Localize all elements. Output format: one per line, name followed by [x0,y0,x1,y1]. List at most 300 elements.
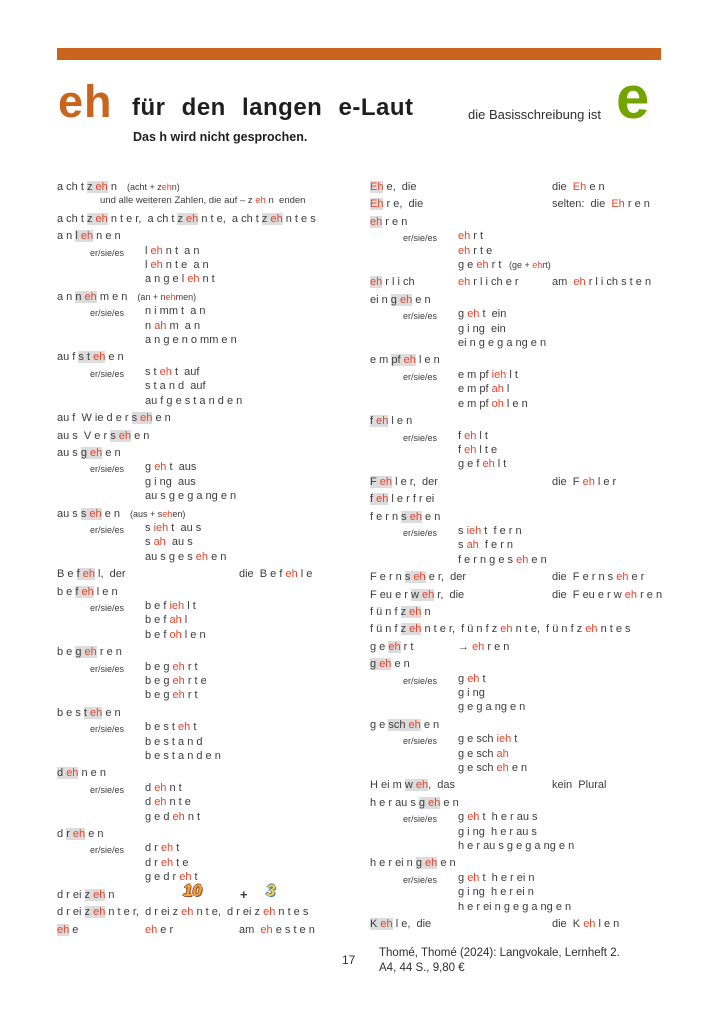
verb-form-text: s [145,536,154,549]
grapheme-highlight: eh [403,354,416,367]
verb-form-text: l e n [503,397,528,410]
verb-form-text: eh [458,244,471,257]
verb-form-text: h e r ei n g e g a ng e n [458,900,572,913]
verb-form-line [57,674,365,688]
headword-line [57,567,365,581]
grapheme-highlight: eh [90,706,103,719]
grapheme-highlight: eh [140,412,153,425]
plus-sign: + [240,886,248,902]
headword-line [370,215,710,229]
grapheme-highlight: eh [84,290,97,303]
plural-or-info [552,588,662,602]
headword [370,511,440,523]
verb-form-text: e n [208,550,227,563]
dictionary-entry [370,570,710,584]
dictionary-entry [57,411,365,425]
text-run: h e r ei n [370,857,416,870]
headword [57,430,149,442]
headword [370,354,440,366]
headword-line [57,212,365,226]
text-run: f ü n f [370,605,401,618]
dictionary-entry [370,197,710,211]
word-note [137,292,196,302]
pronoun-label: er/sie/es [90,247,125,258]
verb-form-text: f e r n [478,539,514,552]
grapheme-highlight: eh [421,588,435,601]
text-run: l e, die [392,918,432,931]
verb-form-text: r t e [184,675,207,687]
verb-form-line [57,550,365,564]
dictionary-entry [57,212,365,226]
dictionary-entry [370,414,710,472]
verb-form-text: l t [184,599,196,612]
text-run: n t e s [282,212,316,225]
pronoun-label: er/sie/es [403,371,438,382]
verb-form-text: r t [184,689,198,702]
citation-line-1: Thomé, Thomé (2024): Langvokale, Lernheft 2. [379,947,620,959]
verb-form-line [57,870,365,884]
plural-or-info [552,197,650,211]
grapheme-highlight: sch [388,718,409,731]
verb-form-text: eh [154,781,167,794]
verb-form-line [370,761,710,775]
verb-form-text: r t [470,230,484,243]
text-run: d [57,828,67,841]
text-run: e n [412,293,431,306]
headword-line [370,588,710,602]
text-run: die K [552,918,584,931]
grapheme-heading: eh [58,76,113,127]
verb-form-text: eh [516,553,529,566]
verb-form-text: f e r n g e s [458,553,517,566]
headword-line [57,585,365,599]
headword [57,508,120,520]
verb-form-text: l [503,383,510,396]
verb-form-line [57,749,365,763]
verb-form-text: l [145,259,151,272]
text-run: l e r [594,475,617,488]
grapheme-highlight: z [261,212,271,225]
headword [57,586,118,598]
headword-line [370,917,710,931]
verb-form-line [370,307,710,321]
text-run: d r ei [57,888,85,901]
verb-form-text: eh [195,550,209,563]
verb-form-line [57,720,365,734]
headword [57,213,316,225]
headword [370,476,438,488]
verb-form-text: d [145,796,155,809]
grapheme-highlight: eh [413,571,426,584]
verb-form-line [57,489,365,503]
verb-form-text: t ein [479,308,507,321]
text-run: n e n [93,230,121,243]
text-run: a n [57,290,76,303]
plural-or-info [552,275,651,289]
text-run: die F e r n s [552,571,617,584]
verb-form-line [370,538,710,552]
text-run: eh [583,918,596,931]
dictionary-entry [370,180,710,194]
verb-form-text: t h e r au s [479,811,538,824]
verb-form-text: ieh [496,733,512,746]
text-run: f e r n [370,510,402,523]
headword-line [57,446,365,460]
text-run: die [552,181,573,193]
verb-form-text: n [145,319,155,332]
dictionary-entry [370,293,710,351]
dictionary-entry [57,180,365,209]
text-run: e n [85,828,104,841]
verb-form-text: eh [159,365,172,378]
text-run: e s t e n [272,923,315,936]
grapheme-highlight: s t [78,351,94,364]
text-run: e n [391,658,410,671]
dictionary-entry [370,492,710,506]
text-run: l e n [388,415,413,428]
verb-form-text: t auf [171,365,200,378]
text-run: kein Plural [552,779,607,792]
dictionary-entry [370,718,710,776]
plural-or-info [552,570,644,584]
text-run: die B e f [239,568,286,581]
left-column [57,180,365,940]
verb-form-text: eh [154,461,167,474]
text-run: eh [165,291,176,302]
verb-form-text: eh [154,796,167,809]
verb-form-text: b e f [145,599,170,612]
verb-form-line [370,553,710,567]
pronoun-label: er/sie/es [90,368,125,379]
headword-line [57,645,365,659]
verb-form-text: eh [458,230,471,243]
verb-form-text: ah [154,319,167,332]
pronoun-label: er/sie/es [403,311,438,322]
verb-form-text: eh [172,660,185,673]
verb-form-line [57,781,365,795]
verb-form-text: h e r au s g e g a ng e n [458,840,575,853]
verb-form-text: eh [467,871,480,884]
pronoun-label: er/sie/es [403,874,438,885]
headword-line [370,778,710,792]
verb-form-text: eh [464,443,477,456]
grapheme-highlight: eh [399,293,413,306]
verb-form-text: l t [494,458,507,471]
text-run: eh [472,640,485,653]
grapheme-highlight: f [76,568,83,581]
verb-form-text: g e g a ng e n [458,701,526,714]
verb-form-line [57,475,365,489]
text-run: eh [145,923,158,936]
verb-form-text: l t [506,368,518,381]
verb-form-text: eh [482,458,495,471]
text-run: eh [624,588,638,601]
grapheme-highlight: s [131,412,141,425]
text-run: l e n [595,918,620,931]
dictionary-entry [370,640,710,654]
pronoun-label: er/sie/es [403,527,438,538]
verb-form-text: r t [184,660,198,673]
headword-line [57,880,365,902]
verb-form-line [370,397,710,411]
pronoun-label: er/sie/es [90,602,125,613]
comparative-form [458,640,509,654]
headword [370,493,434,505]
headword [370,641,413,653]
text-run: , das [428,779,455,792]
verb-form-text: au s [165,536,193,549]
verb-form-text: b e s t [145,721,179,734]
grapheme-highlight: eh [376,493,389,506]
text-run: d r ei [57,906,85,919]
dictionary-entry [57,923,365,937]
text-run: l, der [94,568,126,581]
grapheme-highlight: eh [370,215,383,228]
verb-form-line [370,900,710,914]
verb-form-text: n i mm t a n [145,305,206,318]
text-run: n [105,888,115,901]
verb-form-text: t e [173,856,189,869]
verb-form-text: d r [145,856,161,869]
verb-form-text: oh [491,397,504,410]
grapheme-highlight: s [110,429,119,442]
dictionary-entry [57,507,365,565]
verb-form-text: a n g e l [145,273,188,286]
verb-form-text: l t [476,429,488,442]
text-run: au f [57,351,79,364]
dictionary-entry [370,588,710,602]
grapheme-highlight: n [75,290,85,303]
headword [57,291,127,303]
text-run: selten: die [552,198,612,211]
verb-form-text: g [458,672,468,685]
text-run: eh [161,182,172,192]
verb-form-line [370,839,710,853]
headword [370,294,431,306]
text-run: e n [586,181,605,193]
verb-form-line [57,810,365,824]
text-run: und alle weiteren Zahlen, die auf – z [100,195,256,207]
dictionary-entry [57,905,365,919]
verb-form-text: t [479,672,486,685]
pronoun-label: er/sie/es [90,524,125,535]
verb-form-text: ah [466,539,479,552]
grapheme-highlight: eh [90,446,103,459]
headword [57,568,126,580]
text-run: die F [552,475,583,488]
grapheme-highlight: eh [118,429,132,442]
text-run: e n [105,351,124,364]
pronoun-label: er/sie/es [403,432,438,443]
text-run: e n [422,510,441,523]
grapheme-highlight: eh [93,888,106,901]
text-run: g e [370,640,389,653]
text-run: eh [181,906,194,919]
verb-form-text: g e d [145,810,173,823]
headword-line [370,475,710,489]
text-run: n t e, f ü n f z [512,623,586,636]
verb-form-line [370,524,710,538]
verb-form-text: ah [169,614,182,627]
text-run: eh [573,276,586,289]
text-run: eh [285,568,298,581]
pronoun-label: er/sie/es [90,663,125,674]
verb-form-line [57,460,365,474]
text-run: (aus + s [130,508,163,519]
grapheme-highlight: s [401,510,410,523]
verb-form-text: e m pf [458,368,492,381]
grapheme-highlight: eh [82,568,95,581]
text-run: n t e r, a ch t [107,212,178,225]
grapheme-highlight: F [370,475,380,488]
grapheme-highlight: f [370,415,377,428]
grapheme-highlight: eh [409,510,422,523]
grapheme-highlight: w [410,588,422,601]
verb-form-text: s [145,521,154,534]
grapheme-highlight: eh [409,605,422,618]
verb-form-line [57,272,365,286]
headword-line [370,605,710,619]
headword-line [370,510,710,524]
pronoun-label: er/sie/es [403,736,438,747]
verb-form-text: b e f [145,614,170,627]
text-run: h e r au s [370,796,419,809]
verb-form-text: g e sch [458,762,497,775]
verb-form-line [57,688,365,702]
verb-form-text: ei n g e g a ng e n [458,337,547,350]
headword [57,447,121,459]
verb-form-line [370,429,710,443]
verb-form-text: ah [153,536,166,549]
citation [379,946,620,976]
dictionary-entry [57,429,365,443]
text-run: (an + n [137,291,166,302]
text-run: eh [255,195,266,207]
numeral-3-graphic: 3 [266,880,276,900]
verb-form-text: eh [160,842,174,855]
text-run: Eh [611,198,625,211]
verb-form-line [57,394,365,408]
headword [57,181,117,193]
text-run: F e r n [370,571,405,584]
headword [370,198,423,210]
grapheme-highlight: w [404,779,416,792]
verb-form-text: t [190,721,197,734]
dictionary-entry [370,475,710,489]
text-run: au s V e r [57,429,111,442]
headword-line [57,229,365,243]
verb-form-line [57,333,365,347]
headword [370,415,412,427]
headword-line [370,622,710,636]
text-run: e m [370,354,392,367]
verb-form-text: e m pf [458,397,492,410]
verb-form-line [370,825,710,839]
grapheme-highlight: Eh [370,198,384,211]
headword-line [370,275,710,289]
verb-form-text: b e g [145,689,173,702]
text-run: e, die [383,181,417,193]
grapheme-highlight: g [390,293,400,306]
dictionary-entry [370,657,710,715]
headword-line [370,180,710,194]
verb-form-line [370,457,710,471]
dictionary-entry [370,215,710,273]
headword [370,276,415,288]
verb-form-text: l [181,614,188,627]
verb-form-text: eh [467,308,480,321]
grapheme-highlight: eh [95,181,108,193]
verb-form-text: s t [145,365,160,378]
verb-form-text: eh [172,689,185,702]
dictionary-entry [57,645,365,703]
verb-form-text: l e n [181,628,206,641]
headword [370,719,439,731]
dictionary-entry [57,350,365,408]
grapheme-highlight: eh [379,475,393,488]
grapheme-highlight: eh [415,779,429,792]
verb-form-text: eh [467,811,480,824]
verb-form-text: t aus [166,461,197,474]
text-run: eh [585,623,598,636]
dictionary-entry [370,856,710,914]
grapheme-highlight: eh [370,276,383,289]
basis-grapheme: e [616,64,650,131]
text-run: l e [297,568,313,581]
grapheme-highlight: s [404,571,414,584]
grapheme-highlight: eh [376,415,389,428]
verb-form-text: e n [508,762,528,775]
text-run: e n [152,412,171,425]
dictionary-entry [57,880,365,902]
headword-line [370,197,710,211]
text-run: Eh [572,181,587,193]
plural-or-info [552,180,605,194]
text-run: e n [131,429,150,442]
text-run: e r, der [425,571,467,584]
grapheme-highlight: eh [408,718,421,731]
grapheme-highlight: g [75,646,85,659]
headword-line [370,570,710,584]
headword [370,589,464,601]
headword [370,571,466,583]
headword [57,351,124,363]
grapheme-highlight: t [83,706,91,719]
pronoun-label: er/sie/es [403,814,438,825]
plural-or-info [239,567,312,581]
verb-form-text: eh [467,672,480,685]
pronoun-label: er/sie/es [403,233,438,244]
verb-form-line [57,795,365,809]
verb-form-text: g [458,871,468,884]
text-run: b e [57,646,76,659]
verb-form-line [370,382,710,396]
verb-form-text: g [458,308,468,321]
verb-form-text: ieh [169,599,185,612]
text-run: eh [260,923,273,936]
grapheme-highlight: eh [57,923,70,936]
plural-or-info [552,917,619,931]
text-run: l e r, der [392,475,438,488]
verb-form-text: n t e a n [162,259,209,272]
verb-form-text: n t [199,273,215,286]
plural-or-info [552,475,616,489]
verb-form-text: n t a n [162,244,200,257]
grapheme-highlight: z [400,623,410,636]
text-run: r e n [484,640,510,653]
verb-form-text: g [458,811,468,824]
verb-form-text: n t e [166,796,191,809]
